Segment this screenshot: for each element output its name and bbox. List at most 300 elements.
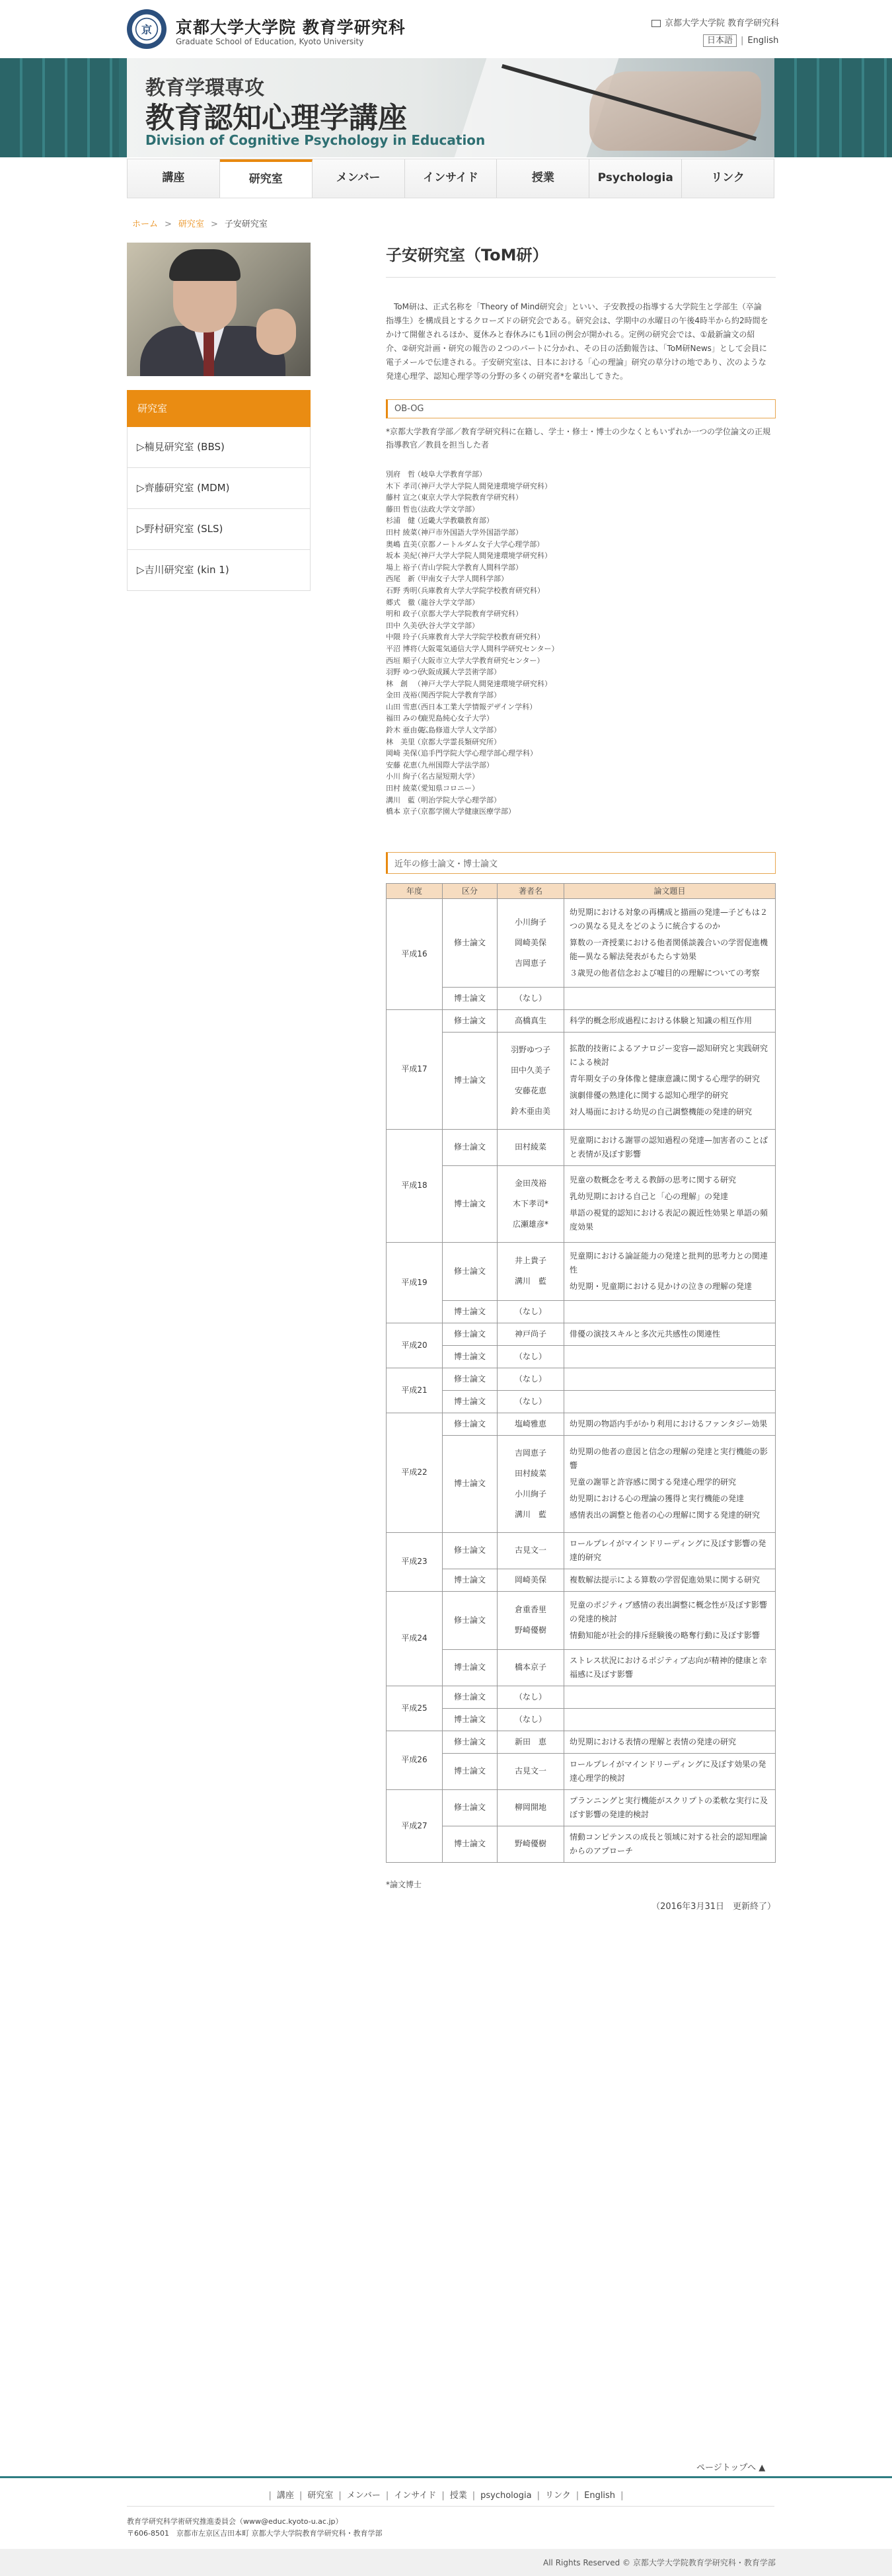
table-row [387, 1323, 776, 1345]
table-row [387, 1591, 776, 1649]
author-name: 田中久美子 [510, 1065, 550, 1075]
nav-links[interactable]: リンク [682, 159, 774, 198]
member-affiliation: （愛知県コロニー） [414, 784, 479, 793]
author-cell [498, 1323, 564, 1345]
table-row [387, 1569, 776, 1591]
footer-nav: | 講座 | 研究室 | メンバー | インサイド | 授業 | psychologia | リンク | English | [268, 2491, 624, 2501]
obog-member [386, 724, 776, 736]
page-top-link[interactable]: ページトップへ ▲ [696, 2463, 766, 2473]
global-nav [127, 159, 774, 198]
author-name: 柳岡開地 [514, 1803, 546, 1813]
table-row [387, 1789, 776, 1826]
table-row [387, 1009, 776, 1032]
author-name: 吉岡恵子 [514, 1448, 546, 1458]
thesis-title: プランニングと実行機能がスクリプトの柔軟な実行に及ぼす影響の発達的検討 [570, 1795, 768, 1819]
author-name: 橋本京子 [514, 1662, 546, 1672]
kubun-cell: 博士論文 [443, 1569, 498, 1591]
author-name: 吉岡恵子 [514, 958, 546, 968]
table-row [387, 1390, 776, 1413]
footer-nav-item[interactable]: 研究室 [307, 2491, 334, 2501]
author-name: 塩崎雅恵 [514, 1419, 546, 1428]
author-cell [498, 1242, 564, 1300]
year-cell: 平成21 [387, 1368, 443, 1413]
year-cell: 平成23 [387, 1532, 443, 1591]
kubun-cell: 博士論文 [443, 1390, 498, 1413]
kubun-cell: 博士論文 [443, 1435, 498, 1532]
breadcrumb-current: 子安研究室 [224, 219, 268, 229]
kubun-cell: 博士論文 [443, 987, 498, 1009]
sidebar-item-nomura[interactable]: ▷野村研究室 (SLS) [127, 509, 311, 550]
member-name: 藤村 宣之 [386, 493, 418, 502]
title-cell [564, 1753, 776, 1789]
thesis-footnote: *論文博士 [386, 1879, 422, 1889]
breadcrumb-home[interactable]: ホーム [132, 219, 159, 229]
thesis-title: 幼児期の物語内手がかり利用におけるファンタジー効果 [570, 1419, 768, 1428]
sidebar-item-saito[interactable]: ▷齊藤研究室 (MDM) [127, 468, 311, 509]
title-divider [386, 277, 776, 278]
banner-left-tiles [0, 58, 119, 157]
kubun-cell: 修士論文 [443, 1789, 498, 1826]
copyright: All Rights Reserved © 京都大学大学院教育学研究科・教育学部 [543, 2558, 776, 2567]
kubun-cell: 修士論文 [443, 898, 498, 987]
member-affiliation: （追手門学院大学心理学部心理学科） [414, 749, 537, 758]
kubun-cell: 修士論文 [443, 1731, 498, 1753]
member-name: 山田 雪恵 [386, 702, 418, 711]
member-name: 田村 綾菜 [386, 527, 418, 537]
thesis-title: 児童の数概念を考える教師の思考に関する研究 [570, 1175, 737, 1185]
author-cell [498, 1789, 564, 1826]
nav-labs[interactable]: 研究室 [220, 159, 313, 198]
thesis-title: 感情表出の調整と他者の心の理解に関する発達的研究 [570, 1510, 761, 1520]
title-cell [564, 1708, 776, 1731]
author-name: 広瀬雄彦* [512, 1219, 548, 1229]
member-name: 小川 絢子 [386, 772, 418, 781]
obog-member [386, 736, 776, 748]
table-row [387, 1649, 776, 1686]
member-affiliation: （京都学園大学健康医療学部） [414, 807, 515, 816]
breadcrumb-labs[interactable]: 研究室 [178, 219, 204, 229]
member-name: 平沼 博将 [386, 644, 418, 653]
title-cell [564, 1789, 776, 1826]
thesis-table [386, 883, 776, 1863]
author-cell [498, 1345, 564, 1368]
thesis-section-head: 近年の修士論文・博士論文 [386, 852, 776, 874]
member-affiliation: （東京大学大学院教育学研究科） [414, 493, 523, 502]
member-name: 明和 政子 [386, 609, 418, 619]
obog-member [386, 678, 776, 690]
member-name: 木下 孝司 [386, 481, 418, 490]
table-row [387, 1129, 776, 1165]
author-cell [498, 1649, 564, 1686]
thesis-title: 演劇俳優の熟達化に関する認知心理学的研究 [570, 1091, 729, 1101]
author-name: 溝川 藍 [514, 1509, 546, 1519]
footer-nav-item[interactable]: リンク [544, 2491, 571, 2501]
thesis-title: 幼児期の他者の意図と信念の理解の発達と実行機能の影響 [570, 1447, 768, 1471]
title-cell [564, 1569, 776, 1591]
obog-member [386, 469, 776, 481]
member-affiliation: （広島修道大学人文学部） [414, 726, 501, 735]
kubun-cell: 修士論文 [443, 1242, 498, 1300]
footer-nav-item[interactable]: English [584, 2491, 616, 2501]
footer-postal: 〒606-8501 京都市左京区吉田本町 京都大学大学院教育学研究科・教育学部 [127, 2529, 383, 2538]
member-name: 田村 綾菜 [386, 784, 418, 793]
member-name: 坂本 美紀 [386, 551, 418, 561]
update-note: （2016年3月31日 更新終了） [651, 1901, 776, 1912]
author-name: 鈴木亜由美 [510, 1106, 550, 1116]
kubun-cell: 修士論文 [443, 1129, 498, 1165]
main-content [386, 238, 776, 1912]
footer-nav-item[interactable]: 講座 [276, 2491, 294, 2501]
member-affiliation: （近畿大学教職教育部） [414, 516, 494, 526]
author-cell [498, 1368, 564, 1390]
title-cell [564, 1165, 776, 1242]
sidebar-menu [127, 390, 311, 591]
title-cell [564, 987, 776, 1009]
obog-member [386, 515, 776, 527]
banner-division-en: Division of Cognitive Psychology in Education [145, 132, 486, 148]
page-title: 子安研究室（ToM研） [386, 246, 548, 264]
member-affiliation: （名古屋短期大学） [414, 772, 479, 781]
nav-psychologia[interactable]: Psychologia [589, 159, 682, 198]
author-cell [498, 1390, 564, 1413]
title-cell [564, 1390, 776, 1413]
thesis-title: 情動コンピテンスの成長と領域に対する社会的認知理論からのアプローチ [570, 1832, 768, 1855]
member-affiliation: （神戸大学大学院人間発達環境学研究科） [414, 551, 552, 561]
member-name: 奥嶋 直美 [386, 539, 418, 549]
table-row [387, 1532, 776, 1569]
year-cell: 平成24 [387, 1591, 443, 1686]
author-name: （なし） [514, 1306, 546, 1316]
kubun-cell: 博士論文 [443, 1032, 498, 1129]
thesis-title: 情動知能が社会的排斥経験後の略奪行動に及ぼす影響 [570, 1630, 761, 1640]
table-row [387, 1300, 776, 1323]
author-cell [498, 1435, 564, 1532]
title-cell [564, 1686, 776, 1708]
table-row [387, 987, 776, 1009]
sidebar-item-kusumi[interactable]: ▷楠見研究室 (BBS) [127, 427, 311, 468]
author-name: 神戸尚子 [514, 1329, 546, 1339]
title-cell [564, 898, 776, 987]
author-cell [498, 1032, 564, 1129]
author-name: （なし） [514, 993, 546, 1003]
member-affiliation: （青山学院大学教育人間科学部） [414, 563, 523, 572]
obog-member [386, 608, 776, 620]
author-name: 古見文一 [514, 1766, 546, 1776]
thesis-title: 幼児期・児童期における見かけの泣きの理解の発達 [570, 1281, 753, 1291]
author-name: 田村綾菜 [514, 1468, 546, 1478]
kubun-cell: 修士論文 [443, 1591, 498, 1649]
university-title[interactable]: 京都大学大学院 教育学研究科 [176, 18, 406, 37]
table-row [387, 1435, 776, 1532]
obog-member [386, 631, 776, 643]
member-name: 西尾 新 [386, 574, 415, 584]
obog-member [386, 783, 776, 795]
thesis-title: 青年期女子の身体像と健康意識に関する心理学的研究 [570, 1074, 761, 1084]
member-affiliation: （関西学院大学教育学部） [414, 691, 501, 700]
footer-address [127, 2516, 382, 2540]
table-row [387, 1708, 776, 1731]
member-affiliation: （明治学院大学心理学部） [414, 795, 501, 804]
member-affiliation: （大阪電気通信大学人間科学研究センター） [414, 644, 559, 653]
author-cell [498, 987, 564, 1009]
member-affiliation: （神戸市外国語大学外国語学部） [414, 527, 523, 537]
title-cell [564, 1323, 776, 1345]
thesis-title: 幼児期における心の理論の獲得と実行機能の発達 [570, 1494, 745, 1504]
banner-division-ja: 教育認知心理学講座 [145, 101, 407, 135]
author-cell [498, 898, 564, 987]
member-name: 金田 茂裕 [386, 691, 418, 700]
title-cell [564, 1129, 776, 1165]
table-row [387, 898, 776, 987]
member-affiliation: （神戸大学大学院人間発達環境学研究科） [414, 481, 552, 490]
obog-member [386, 689, 776, 701]
sidebar-item-yoshikawa[interactable]: ▷吉川研究室 (kin 1) [127, 550, 311, 591]
title-cell [564, 1300, 776, 1323]
university-logo-icon[interactable] [127, 9, 167, 49]
member-affiliation: （九州国際大学法学部） [414, 760, 494, 769]
breadcrumb: ホーム > 研究室 > 子安研究室 [132, 219, 268, 229]
graduate-school-link-label: 京都大学大学院 教育学研究科 [665, 19, 780, 28]
kubun-cell: 博士論文 [443, 1753, 498, 1789]
footer-nav-item[interactable]: メンバー [346, 2491, 381, 2501]
obog-member [386, 573, 776, 585]
member-name: 鈴木 亜由美 [386, 726, 425, 735]
thesis-title: 乳幼児期における自己と「心の理解」の発達 [570, 1192, 729, 1202]
obog-member [386, 795, 776, 806]
obog-member [386, 562, 776, 574]
title-cell [564, 1368, 776, 1390]
thesis-title: 児童のポジティブ感情の表出調整に概念性が及ぼす影響の発達的検討 [570, 1600, 768, 1623]
member-name: 安藤 花恵 [386, 760, 418, 769]
member-affiliation: （岐阜大学教育学部） [414, 470, 486, 479]
hero-banner [0, 58, 892, 157]
thesis-title: 幼児期における対象の再構成と描画の発達—子どもは２つの異なる見えをどのように統合するのか [570, 907, 768, 931]
author-cell [498, 1165, 564, 1242]
footer-divider [0, 2476, 892, 2478]
lang-english[interactable]: English [747, 36, 779, 46]
member-name: 中隈 玲子 [386, 633, 418, 642]
member-affiliation: （西日本工業大学情報デザイン学科） [414, 702, 537, 711]
author-name: （なし） [514, 1374, 546, 1384]
member-name: 別府 哲 [386, 470, 415, 479]
member-name: 羽野 ゆつ子 [386, 668, 425, 677]
author-name: 新田 恵 [514, 1737, 546, 1746]
banner-right-tiles [774, 58, 892, 157]
kubun-cell: 博士論文 [443, 1300, 498, 1323]
nav-inside[interactable]: インサイド [405, 159, 498, 198]
obog-member [386, 701, 776, 713]
footer-contact: 教育学研究科学術研究推進委員会（www@educ.kyoto-u.ac.jp） [127, 2517, 343, 2526]
col-kubun: 区分 [443, 883, 498, 898]
obog-member [386, 806, 776, 818]
thesis-title: 科学的概念形成過程における体験と知識の相互作用 [570, 1015, 753, 1025]
member-affiliation: （甲南女子大学人間科学部） [414, 574, 508, 584]
site-header [0, 0, 892, 58]
kubun-cell: 修士論文 [443, 1009, 498, 1032]
language-switcher: 日本語 | English [703, 33, 778, 46]
table-row [387, 1345, 776, 1368]
author-name: 木下孝司* [512, 1198, 548, 1208]
author-name: 小川絢子 [514, 917, 546, 927]
footer-nav-item[interactable]: インサイド [394, 2491, 437, 2501]
year-cell: 平成27 [387, 1789, 443, 1862]
member-affiliation: （鹿児島純心女子大学） [414, 714, 494, 723]
author-name: 金田茂裕 [514, 1178, 546, 1188]
member-name: 橋本 京子 [386, 807, 418, 816]
table-row [387, 1731, 776, 1753]
nav-course[interactable]: 講座 [127, 159, 220, 198]
col-year: 年度 [387, 883, 443, 898]
table-row [387, 1032, 776, 1129]
member-name: 福田 みのり [386, 714, 425, 723]
member-affiliation: （神戸大学大学院人間発達環境学研究科） [414, 679, 552, 688]
title-cell [564, 1435, 776, 1532]
thesis-title: 児童の謝罪と許容感に関する発達心理学的研究 [570, 1477, 737, 1487]
table-row [387, 1753, 776, 1789]
obog-member [386, 527, 776, 539]
author-cell [498, 1686, 564, 1708]
thesis-title: 単語の視覚的認知における表記の親近性効果と単語の頻度効果 [570, 1208, 768, 1232]
obog-member [386, 771, 776, 783]
author-cell [498, 1532, 564, 1569]
author-name: （なし） [514, 1692, 546, 1701]
table-row [387, 1368, 776, 1390]
title-cell [564, 1731, 776, 1753]
title-cell [564, 1826, 776, 1862]
thesis-title: 複数解法提示による算数の学習促進効果に関する研究 [570, 1575, 761, 1584]
author-cell [498, 1300, 564, 1323]
author-cell [498, 1731, 564, 1753]
obog-member [386, 655, 776, 667]
thesis-title: ストレス状況におけるポジティブ志向が精神的健康と幸福感に及ぼす影響 [570, 1655, 767, 1679]
author-cell [498, 1591, 564, 1649]
author-name: 小川絢子 [514, 1489, 546, 1499]
member-name: 場上 裕子 [386, 563, 418, 572]
kubun-cell: 博士論文 [443, 1708, 498, 1731]
author-name: 田村綾菜 [514, 1142, 546, 1152]
member-name: 石野 秀明 [386, 586, 418, 595]
member-affiliation: （京都ノートルダム女子大学心理学部） [414, 539, 544, 549]
thesis-title: 児童期における論証能力の発達と批判的思考力との関連性 [570, 1251, 768, 1274]
sidebar-head[interactable]: 研究室 [127, 390, 311, 427]
col-author: 著者名 [498, 883, 564, 898]
obog-member [386, 492, 776, 504]
author-name: 溝川 藍 [514, 1276, 546, 1286]
obog-member-list [386, 469, 776, 818]
nav-classes[interactable]: 授業 [497, 159, 589, 198]
author-name: 高橋真生 [514, 1015, 546, 1025]
obog-member [386, 597, 776, 609]
obog-member [386, 760, 776, 771]
title-cell [564, 1345, 776, 1368]
footer-nav-item[interactable]: psychologia [480, 2491, 532, 2501]
obog-note: *京都大学教育学部／教育学研究科に在籍し、学士・修士・博士の少なくともいずれか一つの学位論文の正規指導教官／教員を担当した者 [386, 427, 771, 449]
member-name: 溝川 藍 [386, 795, 415, 804]
obog-member [386, 539, 776, 551]
kubun-cell: 修士論文 [443, 1686, 498, 1708]
year-cell: 平成18 [387, 1129, 443, 1242]
nav-members[interactable]: メンバー [313, 159, 405, 198]
obog-member [386, 585, 776, 597]
obog-member [386, 550, 776, 562]
author-name: 古見文一 [514, 1545, 546, 1555]
thesis-title: ロールプレイがマインドリーディングに及ぼす効果の発達心理学的検討 [570, 1759, 766, 1783]
thesis-table-header [387, 883, 776, 898]
member-name: 杉浦 健 [386, 516, 415, 526]
kubun-cell: 博士論文 [443, 1345, 498, 1368]
intro-paragraph: ToM研は、正式名称を「Theory of Mind研究会」といい、子安教授の指導する大学院生と学部生（卒論指導生）を構成員とするクローズドの研究会である。研究会は、学期中の水曜日の午後4時半から約2時間をかけて開催されるほか、夏休みと春休みにも1回の例会が開かれる。定例の研究会では、①最新論文の紹介、②研究計画・研究の報告の２つのパートに分かれ、その日の活動報告は、「ToM研News」として会員に電子メールで伝達される。子安研究室は、日本における「心の理論」研究の草分けの地であり、次のような発達心理学、認知心理学等の分野の多くの研究者*を輩出してきた。 [386, 302, 768, 381]
title-cell [564, 1242, 776, 1300]
thesis-title: 算数の一斉授業における他者関係談義合いの学習促進機能—異なる解法発表がもたらす効果 [570, 937, 768, 961]
author-cell [498, 1569, 564, 1591]
thesis-title: 幼児期における表情の理解と表情の発達の研究 [570, 1737, 737, 1746]
author-name: 岡崎美保 [514, 1575, 546, 1584]
table-row [387, 1686, 776, 1708]
table-row [387, 1165, 776, 1242]
year-cell: 平成25 [387, 1686, 443, 1731]
thesis-title: 拡散的技術によるアナロジー変容—認知研究と実践研究による検討 [570, 1044, 768, 1068]
table-row [387, 1826, 776, 1862]
obog-member [386, 748, 776, 760]
year-cell: 平成22 [387, 1413, 443, 1532]
university-subtitle: Graduate School of Education, Kyoto University [176, 37, 364, 46]
obog-member [386, 504, 776, 516]
graduate-school-link[interactable] [651, 16, 779, 28]
author-name: 井上貴子 [514, 1256, 546, 1266]
lang-japanese[interactable]: 日本語 [703, 34, 737, 47]
obog-member [386, 643, 776, 655]
footer-nav-item[interactable]: 授業 [449, 2491, 467, 2501]
footer-thin-divider [127, 2506, 774, 2507]
thesis-title: 対人場面における幼児の自己調整機能の発達的研究 [570, 1107, 753, 1117]
kubun-cell: 修士論文 [443, 1413, 498, 1435]
year-cell: 平成17 [387, 1009, 443, 1129]
member-name: 岡崎 美保 [386, 749, 418, 758]
kubun-cell: 博士論文 [443, 1826, 498, 1862]
table-row [387, 1242, 776, 1300]
col-title: 論文題目 [564, 883, 776, 898]
member-name: 林 美里 [386, 737, 415, 746]
member-name: 林 創 [386, 679, 408, 688]
author-name: （なし） [514, 1351, 546, 1361]
member-name: 郷式 徹 [386, 598, 415, 607]
professor-photo [127, 243, 311, 376]
table-row [387, 1413, 776, 1435]
author-cell [498, 1009, 564, 1032]
author-cell [498, 1413, 564, 1435]
title-cell [564, 1032, 776, 1129]
kubun-cell: 修士論文 [443, 1532, 498, 1569]
thesis-title: ロールプレイがマインドリーディングに及ぼす影響の発達的研究 [570, 1538, 766, 1562]
member-affiliation: （大阪市立大学大学教育研究センター） [414, 656, 544, 665]
author-cell [498, 1129, 564, 1165]
year-cell: 平成16 [387, 898, 443, 1009]
year-cell: 平成20 [387, 1323, 443, 1368]
kubun-cell: 修士論文 [443, 1368, 498, 1390]
member-name: 西垣 順子 [386, 656, 418, 665]
obog-member [386, 620, 776, 632]
title-cell [564, 1009, 776, 1032]
member-affiliation: （兵庫教育大学大学院学校教育研究科） [414, 586, 544, 595]
kubun-cell: 修士論文 [443, 1323, 498, 1345]
member-affiliation: （兵庫教育大学大学院学校教育研究科） [414, 633, 544, 642]
member-name: 藤田 哲也 [386, 504, 418, 514]
member-affiliation: （大阪成蹊大学芸術学部） [414, 668, 501, 677]
logo-text: 京 [141, 23, 153, 36]
kubun-cell: 博士論文 [443, 1165, 498, 1242]
banner-major: 教育学環専攻 [145, 77, 264, 100]
kubun-cell: 博士論文 [443, 1649, 498, 1686]
